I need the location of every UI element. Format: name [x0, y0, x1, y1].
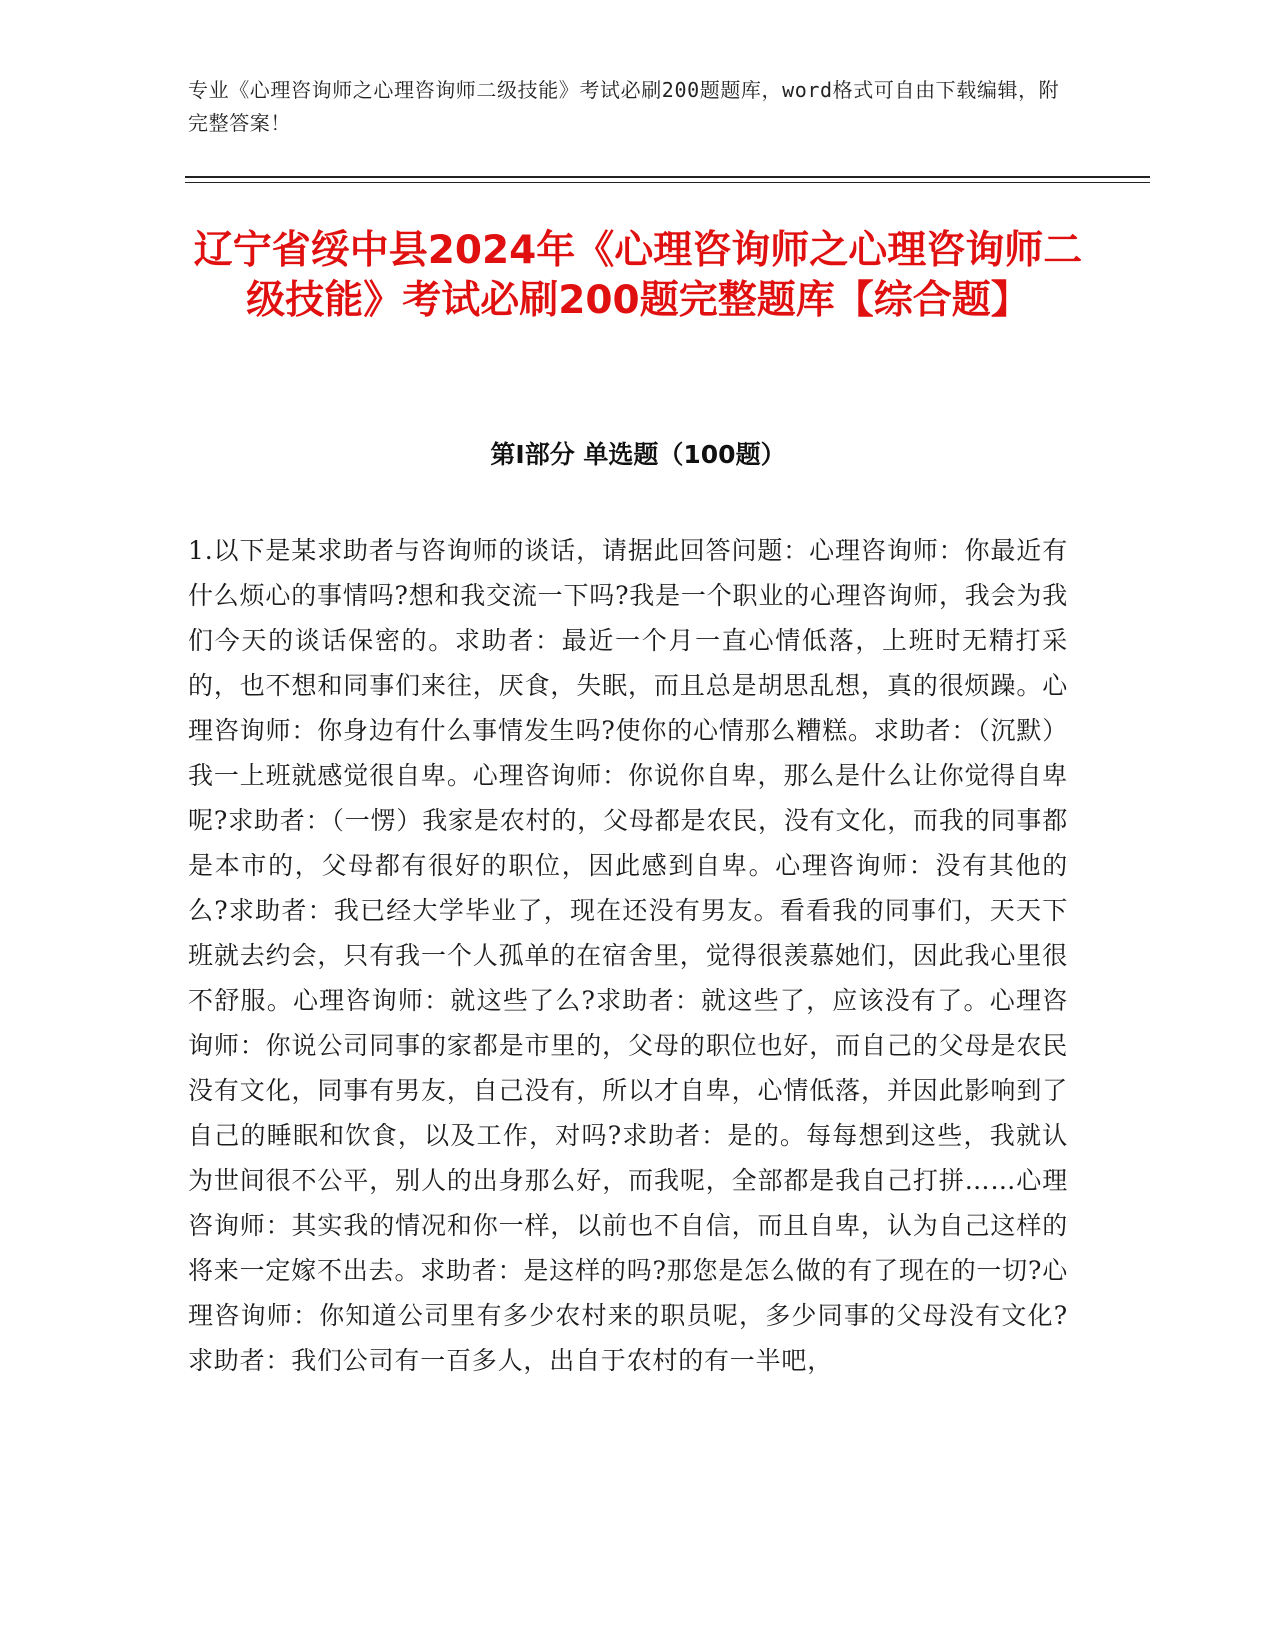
question-number: 1. — [188, 536, 214, 565]
header-note: 专业《心理咨询师之心理咨询师二级技能》考试必刷200题题库，word格式可自由下载编辑，附完整答案！ — [188, 78, 1060, 135]
question-item — [188, 528, 1068, 1383]
document-title: 辽宁省绥中县2024年《心理咨询师之心理咨询师二级技能》考试必刷200题完整题库【综合题】 — [193, 228, 1083, 323]
section-heading: 第I部分 单选题（100题） — [490, 440, 786, 469]
question-text: 以下是某求助者与咨询师的谈话，请据此回答问题：心理咨询师：你最近有什么烦心的事情吗?想和我交流一下吗?我是一个职业的心理咨询师，我会为我们今天的谈话保密的。求助者：最近一个月一直心情低落，上班时无精打采的，也不想和同事们来往，厌食，失眠，而且总是胡思乱想，真的很烦躁。心理咨询师：你身边有什么事情发生吗?使你的心情那么糟糕。求助者：（沉默）我一上班就感觉很自卑。心理咨询师：你说你自卑，那么是什么让你觉得自卑呢?求助者：（一愣）我家是农村的，父母都是农民，没有文化，而我的同事都是本市的，父母都有很好的职位，因此感到自卑。心理咨询师：没有其他的么?求助者：我已经大学毕业了，现在还没有男友。看看我的同事们，天天下班就去约会，只有我一个人孤单的在宿舍里，觉得很羡慕她们，因此我心里很不舒服。心理咨询师：就这些了么?求助者：就这些了，应该没有了。心理咨询师：你说公司同事的家都是市里的，父母的职位也好，而自己的父母是农民没有文化，同事有男友，自己没有，所以才自卑，心情低落，并因此影响到了自己的睡眠和饮食，以及工作，对吗?求助者：是的。每每想到这些，我就认为世间很不公平，别人的出身那么好，而我呢，全部都是我自己打拼……心理咨询师：其实我的情况和你一样，以前也不自信，而且自卑，认为自己这样的将来一定嫁不出去。求助者：是这样的吗?那您是怎么做的有了现在的一切?心理咨询师：你知道公司里有多少农村来的职员呢，多少同事的父母没有文化?求助者：我们公司有一百多人，出自于农村的有一半吧， — [188, 536, 1068, 1375]
header-divider-thick — [185, 176, 1150, 178]
header-divider-thin — [185, 182, 1150, 183]
